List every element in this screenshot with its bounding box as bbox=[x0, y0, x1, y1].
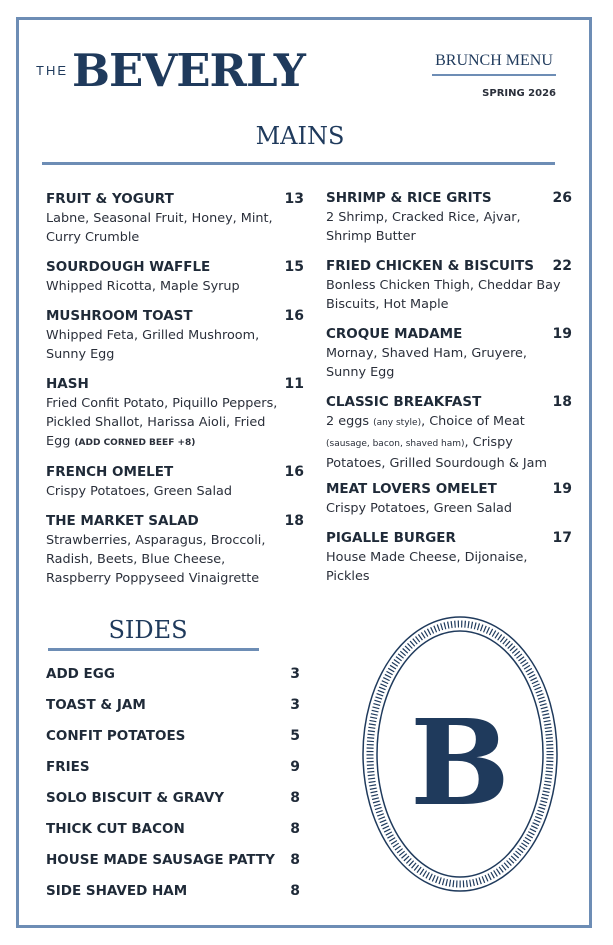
side-item bbox=[46, 851, 300, 870]
side-name: THICK CUT BACON bbox=[46, 821, 185, 837]
side-item bbox=[46, 727, 300, 746]
sides-divider bbox=[48, 648, 259, 651]
side-name: FRIES bbox=[46, 759, 90, 775]
item-name: FRUIT & YOGURT bbox=[46, 191, 174, 207]
side-price: 9 bbox=[290, 759, 300, 775]
monogram-b-oval-icon bbox=[360, 614, 560, 894]
item-price: 11 bbox=[284, 376, 304, 392]
side-price: 3 bbox=[290, 666, 300, 682]
item-description: Bonless Chicken Thigh, Cheddar Bay Biscuits, Hot Maple bbox=[326, 278, 561, 312]
menu-item bbox=[46, 375, 304, 453]
side-name: CONFIT POTATOES bbox=[46, 728, 186, 744]
menu-item bbox=[326, 529, 572, 586]
item-name: THE MARKET SALAD bbox=[46, 513, 199, 529]
emblem-letter: B bbox=[410, 693, 510, 832]
item-description: Strawberries, Asparagus, Broccoli, Radish, Beets, Blue Cheese, Raspberry Poppyseed Vinaigrette bbox=[46, 533, 266, 586]
item-name: FRIED CHICKEN & BISCUITS bbox=[326, 258, 534, 274]
side-price: 8 bbox=[290, 790, 300, 806]
item-price: 22 bbox=[552, 258, 572, 274]
side-price: 3 bbox=[290, 697, 300, 713]
item-price: 18 bbox=[552, 394, 572, 410]
item-price: 18 bbox=[284, 513, 304, 529]
item-description: Labne, Seasonal Fruit, Honey, Mint, Curry Crumble bbox=[46, 211, 273, 245]
menu-item bbox=[46, 307, 304, 364]
item-name: MUSHROOM TOAST bbox=[46, 308, 193, 324]
mains-title: MAINS bbox=[255, 122, 345, 150]
sides-title: SIDES bbox=[108, 616, 188, 644]
item-name: FRENCH OMELET bbox=[46, 464, 174, 480]
menu-title: BRUNCH MENU bbox=[432, 52, 556, 76]
item-description: Fried Confit Potato, Piquillo Peppers, Pickled Shallot, Harissa Aioli, Fried Egg (ADD CORNED BEEF +8) bbox=[46, 396, 278, 449]
side-item bbox=[46, 758, 300, 777]
item-description: 2 Shrimp, Cracked Rice, Ajvar, Shrimp Butter bbox=[326, 210, 521, 244]
brand-name: BEVERLY bbox=[72, 44, 305, 97]
side-item bbox=[46, 789, 300, 808]
menu-item bbox=[326, 325, 572, 382]
item-name: SHRIMP & RICE GRITS bbox=[326, 190, 492, 206]
side-name: TOAST & JAM bbox=[46, 697, 146, 713]
brand-logo bbox=[36, 44, 305, 97]
menu-item bbox=[46, 258, 304, 296]
menu-season: SPRING 2026 bbox=[482, 88, 556, 99]
item-description: Crispy Potatoes, Green Salad bbox=[46, 484, 232, 499]
item-price: 19 bbox=[552, 481, 572, 497]
item-name: CLASSIC BREAKFAST bbox=[326, 394, 482, 410]
item-description: Whipped Feta, Grilled Mushroom, Sunny Egg bbox=[46, 328, 260, 362]
item-name: HASH bbox=[46, 376, 89, 392]
side-name: ADD EGG bbox=[46, 666, 115, 682]
side-item bbox=[46, 882, 300, 901]
menu-item bbox=[46, 463, 304, 501]
menu-item bbox=[46, 190, 304, 247]
item-description: Crispy Potatoes, Green Salad bbox=[326, 501, 512, 516]
item-description: Mornay, Shaved Ham, Gruyere, Sunny Egg bbox=[326, 346, 528, 380]
side-price: 5 bbox=[290, 728, 300, 744]
menu-item bbox=[326, 257, 572, 314]
mains-divider bbox=[42, 162, 555, 165]
side-name: SOLO BISCUIT & GRAVY bbox=[46, 790, 225, 806]
menu-item bbox=[326, 480, 572, 518]
item-add-on-note: (ADD CORNED BEEF +8) bbox=[74, 438, 196, 448]
menu-item bbox=[46, 512, 304, 588]
side-price: 8 bbox=[290, 883, 300, 899]
item-price: 15 bbox=[284, 259, 304, 275]
item-description: 2 eggs (any style), Choice of Meat (sausage, bacon, shaved ham), Crispy Potatoes, Grilled Sourdough & Jam bbox=[326, 414, 547, 471]
side-price: 8 bbox=[290, 852, 300, 868]
item-description: House Made Cheese, Dijonaise, Pickles bbox=[326, 550, 528, 584]
brand-prefix: THE bbox=[36, 63, 68, 78]
item-name: CROQUE MADAME bbox=[326, 326, 463, 342]
item-price: 26 bbox=[552, 190, 572, 206]
item-name: SOURDOUGH WAFFLE bbox=[46, 259, 211, 275]
side-name: HOUSE MADE SAUSAGE PATTY bbox=[46, 852, 275, 868]
item-price: 19 bbox=[552, 326, 572, 342]
side-name: SIDE SHAVED HAM bbox=[46, 883, 188, 899]
menu-item bbox=[326, 393, 572, 473]
side-item bbox=[46, 820, 300, 839]
menu-item bbox=[326, 189, 572, 246]
menu-label bbox=[432, 52, 556, 99]
item-price: 17 bbox=[552, 530, 572, 546]
item-name: PIGALLE BURGER bbox=[326, 530, 456, 546]
item-description: Whipped Ricotta, Maple Syrup bbox=[46, 279, 240, 294]
side-item bbox=[46, 665, 300, 684]
item-price: 13 bbox=[284, 191, 304, 207]
item-name: MEAT LOVERS OMELET bbox=[326, 481, 497, 497]
item-price: 16 bbox=[284, 464, 304, 480]
side-price: 8 bbox=[290, 821, 300, 837]
item-price: 16 bbox=[284, 308, 304, 324]
side-item bbox=[46, 696, 300, 715]
